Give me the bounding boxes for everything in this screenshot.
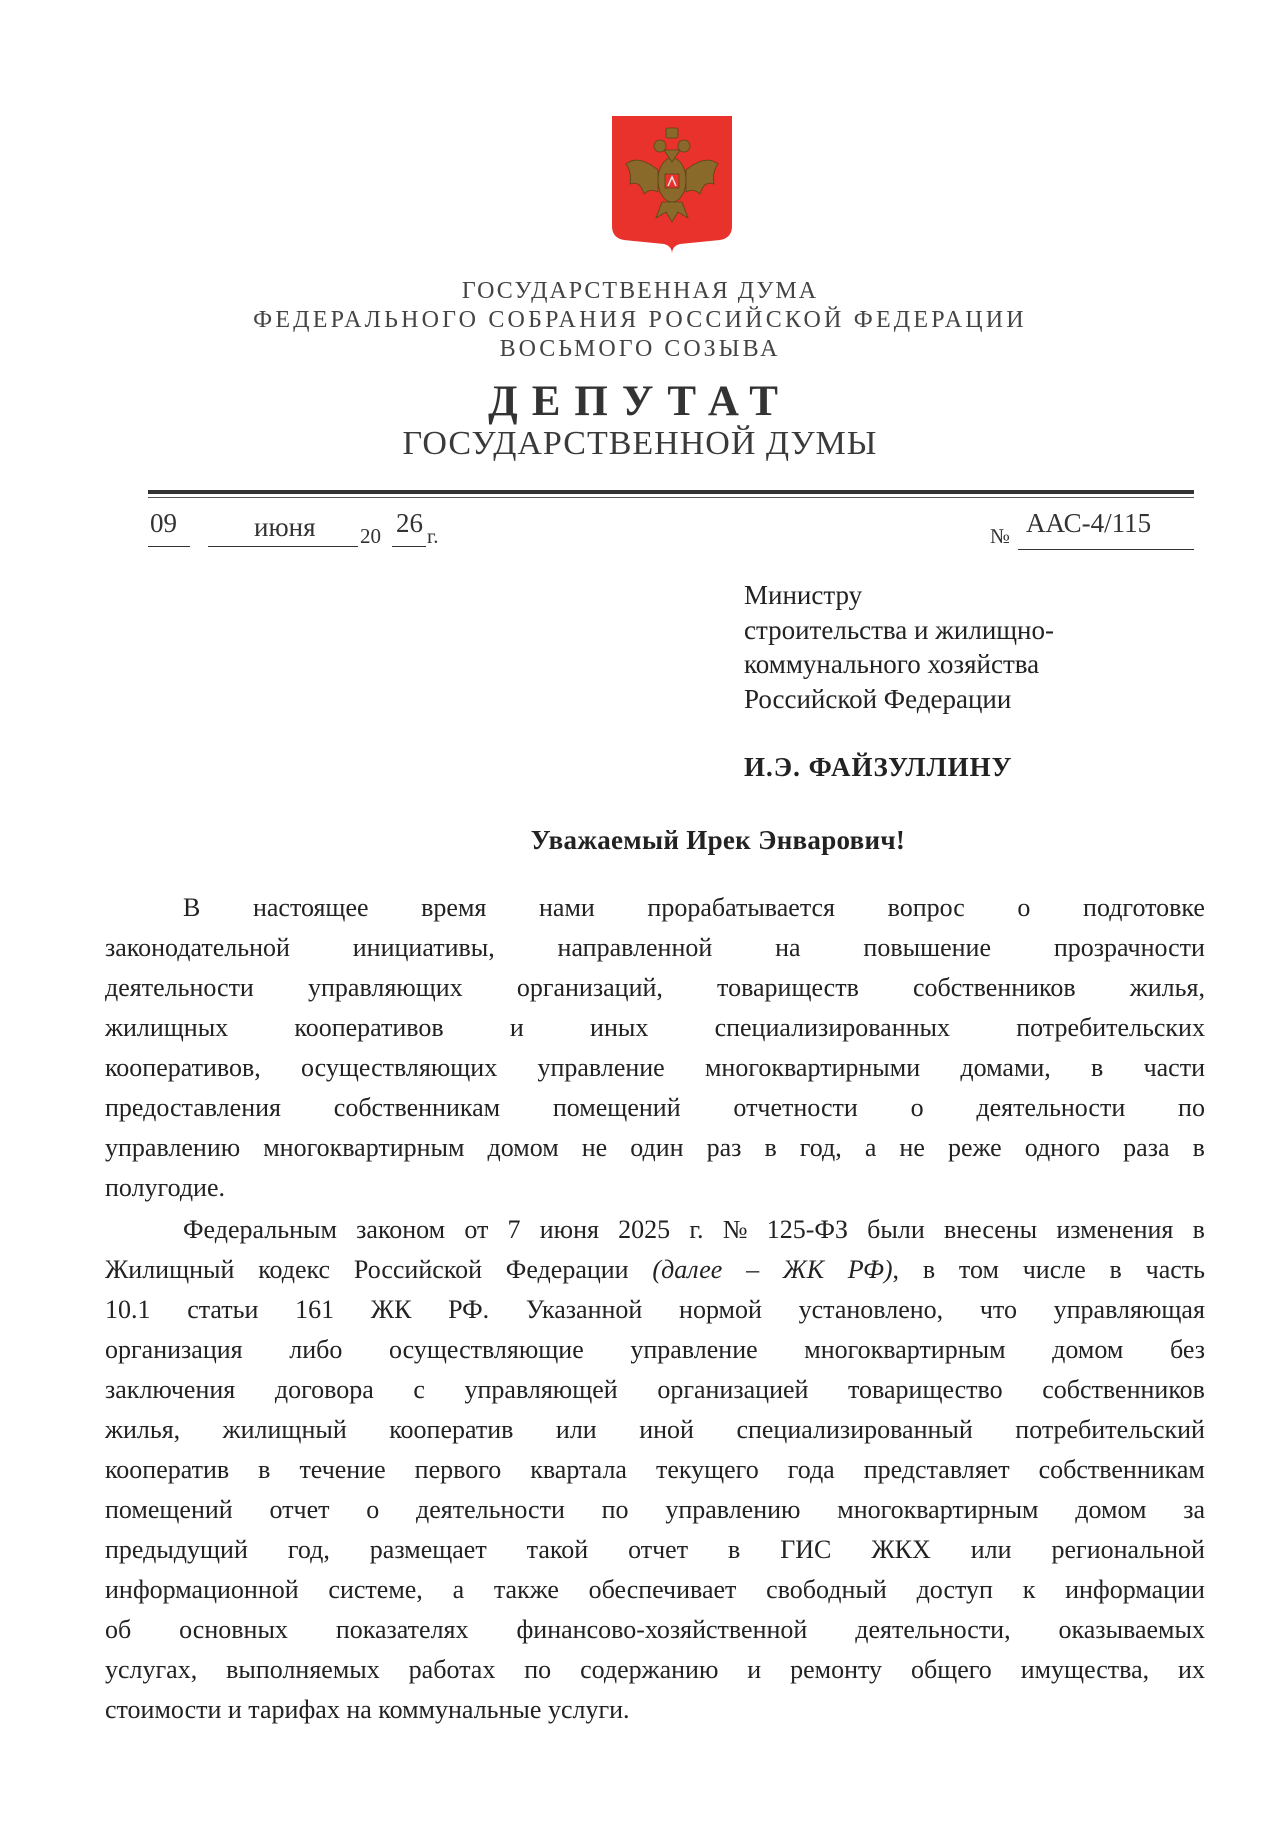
word: за — [1183, 1495, 1205, 1524]
word: собственникам — [1038, 1455, 1205, 1484]
word: № — [722, 1215, 748, 1244]
word: года — [787, 1455, 835, 1484]
word: год, — [287, 1535, 330, 1564]
text-line — [105, 1088, 1205, 1128]
date-year-prefix: 20 — [360, 524, 381, 548]
number-sign: № — [990, 524, 1011, 548]
word: общего — [910, 1655, 992, 1684]
word: о — [910, 1093, 924, 1122]
word: а — [452, 1575, 465, 1604]
word: прорабатывается — [647, 893, 835, 922]
addressee-line: Российской Федерации — [744, 683, 1012, 714]
addressee-line: строительства и жилищно- — [744, 614, 1054, 645]
day-underline — [148, 546, 190, 547]
text-line — [105, 1008, 1205, 1048]
word: жилья, — [1129, 973, 1205, 1002]
word: раза — [1123, 1133, 1170, 1162]
word: кооперативов, — [105, 1053, 261, 1082]
duma-title: ГОСУДАРСТВЕННОЙ ДУМЫ — [402, 425, 878, 462]
word: ЖКХ — [871, 1535, 931, 1564]
deputy-title: ДЕПУТАТ — [488, 378, 792, 425]
word: 161 — [295, 1295, 335, 1324]
word: жилищных — [105, 1013, 229, 1042]
word: с — [413, 1375, 425, 1404]
word: кооператив — [105, 1455, 230, 1484]
word: или — [970, 1535, 1012, 1564]
salutation: Уважаемый Ирек Энварович! — [530, 825, 906, 855]
word: в — [1192, 1133, 1205, 1162]
word: многоквартирным — [804, 1335, 1006, 1364]
word: жилищный — [222, 1415, 347, 1444]
word: по — [601, 1495, 629, 1524]
text-line — [105, 1370, 1205, 1410]
text-line — [105, 968, 1205, 1008]
word: основных — [179, 1615, 288, 1644]
word: время — [421, 893, 487, 922]
word: показателях — [335, 1615, 469, 1644]
word: предоставления — [105, 1093, 281, 1122]
word: обеспечивает — [588, 1575, 737, 1604]
text-line-mixed — [105, 1250, 1205, 1290]
text-line — [105, 1330, 1205, 1370]
word: осуществляющие — [389, 1335, 584, 1364]
word: законодательной — [105, 933, 290, 962]
text-line — [105, 1530, 1205, 1570]
date-day: 09 — [150, 508, 177, 538]
word: Указанной — [525, 1295, 643, 1324]
word: один — [630, 1133, 684, 1162]
word: о — [1017, 893, 1031, 922]
word: были — [867, 1215, 925, 1244]
word: договора — [274, 1375, 374, 1404]
date-month: июня — [254, 512, 316, 542]
word: ЖК — [370, 1295, 412, 1324]
word: деятельности — [105, 973, 254, 1002]
word: также — [493, 1575, 559, 1604]
word: специализированный — [736, 1415, 973, 1444]
word: собственникам — [333, 1093, 501, 1122]
word: и — [509, 1013, 524, 1042]
word: 10.1 — [105, 1295, 151, 1324]
word: июня — [539, 1215, 599, 1244]
text-line — [105, 1128, 1205, 1168]
word: товариществ — [717, 973, 859, 1002]
word: по — [524, 1655, 552, 1684]
word: одного — [1024, 1133, 1101, 1162]
word: нормой — [679, 1295, 762, 1324]
emblem-svg — [610, 114, 734, 254]
word: в — [1091, 1053, 1104, 1082]
word: либо — [289, 1335, 343, 1364]
date-year-mark: г. — [427, 524, 439, 548]
word: управление — [537, 1053, 665, 1082]
word: информации — [1065, 1575, 1205, 1604]
word: региональной — [1051, 1535, 1205, 1564]
word: г. — [689, 1215, 704, 1244]
body-paragraph-2 — [105, 1210, 1205, 1730]
word: имущества, — [1020, 1655, 1150, 1684]
word: потребительский — [1015, 1415, 1205, 1444]
word: направленной — [557, 933, 713, 962]
word: деятельности — [416, 1495, 565, 1524]
word: от — [464, 1215, 489, 1244]
word: жилья, — [105, 1415, 181, 1444]
word: управлению — [665, 1495, 801, 1524]
word: предыдущий — [105, 1535, 248, 1564]
word: системе, — [328, 1575, 423, 1604]
word: отчет — [628, 1535, 689, 1564]
header-line-1: ГОСУДАРСТВЕННАЯ ДУМА — [461, 278, 819, 304]
word: год, — [799, 1133, 842, 1162]
word: к — [1022, 1575, 1036, 1604]
word: инициативы, — [352, 933, 495, 962]
addressee-block — [744, 578, 1204, 716]
word: товарищество — [848, 1375, 1003, 1404]
word: на — [775, 933, 801, 962]
word: организаций, — [516, 973, 663, 1002]
header-line-3: ВОСЬМОГО СОЗЫВА — [499, 336, 781, 362]
word: деятельности — [976, 1093, 1126, 1122]
word: повышение — [863, 933, 991, 962]
word: потребительских — [1016, 1013, 1205, 1042]
word: 125-ФЗ — [766, 1215, 848, 1244]
word: настоящее — [252, 893, 369, 922]
word: об — [105, 1615, 132, 1644]
word: представляет — [863, 1455, 1010, 1484]
addressee-line: коммунального хозяйства — [744, 649, 1040, 679]
date-year-suffix: 26 — [396, 508, 423, 538]
word: домами, — [960, 1053, 1051, 1082]
word: о — [366, 1495, 380, 1524]
word: размещает — [369, 1535, 487, 1564]
text-line — [105, 928, 1205, 968]
word: раз — [706, 1133, 742, 1162]
word: информационной — [105, 1575, 299, 1604]
text-run-italic: (далее – ЖК РФ) — [652, 1255, 893, 1284]
word: многоквартирными — [704, 1053, 921, 1082]
word: помещений — [105, 1495, 233, 1524]
word: организация — [105, 1335, 243, 1364]
word: иной — [639, 1415, 694, 1444]
coat-of-arms-emblem — [610, 114, 734, 254]
text-line — [105, 1048, 1205, 1088]
text-line: полугодие. — [105, 1173, 225, 1202]
word: установлено, — [798, 1295, 944, 1324]
word: организацией — [657, 1375, 809, 1404]
word: услугах, — [105, 1655, 198, 1684]
header-line-2: ФЕДЕРАЛЬНОГО СОБРАНИЯ РОССИЙСКОЙ ФЕДЕРАЦИИ — [253, 307, 1027, 333]
text-line — [105, 888, 1205, 928]
word: заключения — [105, 1375, 236, 1404]
text-line — [105, 1450, 1205, 1490]
word: или — [555, 1415, 597, 1444]
word: первого — [414, 1455, 502, 1484]
word: работах — [408, 1655, 496, 1684]
word: управляющих — [307, 973, 463, 1002]
word: специализированных — [714, 1013, 950, 1042]
word: вопрос — [887, 893, 965, 922]
word: управлению — [105, 1133, 241, 1162]
header-rule-thick — [148, 490, 1194, 494]
word: домом — [487, 1133, 559, 1162]
word: в — [258, 1455, 271, 1484]
word: 2025 — [618, 1215, 671, 1244]
word: по — [1178, 1093, 1205, 1122]
word: отчетности — [733, 1093, 858, 1122]
word: кооператив — [389, 1415, 514, 1444]
word: деятельности, — [855, 1615, 1011, 1644]
word: управляющей — [464, 1375, 618, 1404]
word: выполняемых — [226, 1655, 380, 1684]
text-line — [105, 1410, 1205, 1450]
word: части — [1143, 1053, 1205, 1082]
word: ремонту — [790, 1655, 883, 1684]
word: течение — [299, 1455, 386, 1484]
word: без — [1169, 1335, 1205, 1364]
word: а — [864, 1133, 877, 1162]
word: отчет — [269, 1495, 330, 1524]
word: домом — [1052, 1335, 1124, 1364]
text-line — [105, 1650, 1205, 1690]
text-line — [105, 1570, 1205, 1610]
word: свободный — [766, 1575, 887, 1604]
text-run: , в том числе в часть — [892, 1255, 1206, 1284]
word: законом — [356, 1215, 446, 1244]
word: РФ. — [448, 1295, 490, 1324]
word: в — [1192, 1215, 1205, 1244]
word: их — [1178, 1655, 1205, 1684]
word: управление — [630, 1335, 758, 1364]
text-line — [105, 1490, 1205, 1530]
month-underline — [208, 546, 358, 547]
word: доступ — [916, 1575, 993, 1604]
header-rule-thin — [148, 497, 1194, 498]
text-line — [105, 1210, 1205, 1250]
word: оказываемых — [1058, 1615, 1205, 1644]
document-number: ААС-4/115 — [1026, 508, 1152, 538]
word: такой — [526, 1535, 589, 1564]
word: собственников — [1042, 1375, 1205, 1404]
word: 7 — [507, 1215, 521, 1244]
word: реже — [947, 1133, 1002, 1162]
year-underline — [392, 546, 426, 547]
text-line — [105, 1290, 1205, 1330]
word: не — [899, 1133, 925, 1162]
word: иных — [590, 1013, 649, 1042]
word: управляющая — [1053, 1295, 1205, 1324]
addressee-name: И.Э. ФАЙЗУЛЛИНУ — [744, 752, 1013, 782]
addressee-line: Министру — [744, 580, 863, 610]
word: квартала — [530, 1455, 627, 1484]
word: изменения — [1056, 1215, 1174, 1244]
word: осуществляющих — [301, 1053, 498, 1082]
word: внесены — [943, 1215, 1038, 1244]
word: финансово-хозяйственной — [516, 1615, 808, 1644]
word: прозрачности — [1053, 933, 1205, 962]
word: многоквартирным — [263, 1133, 465, 1162]
word: помещений — [552, 1093, 681, 1122]
word: многоквартирным — [837, 1495, 1039, 1524]
word: собственников — [912, 973, 1076, 1002]
word: Федеральным — [183, 1215, 337, 1244]
number-underline — [1018, 549, 1194, 550]
word: кооперативов — [294, 1013, 444, 1042]
word: в — [764, 1133, 777, 1162]
text-run: Жилищный кодекс Российской Федерации — [105, 1255, 629, 1284]
word: не — [581, 1133, 608, 1162]
word: в — [728, 1535, 741, 1564]
word: нами — [538, 893, 595, 922]
word: домом — [1075, 1495, 1147, 1524]
word: В — [183, 893, 201, 922]
text-line: стоимости и тарифах на коммунальные услуги. — [105, 1695, 630, 1724]
word: статьи — [187, 1295, 259, 1324]
word: что — [979, 1295, 1017, 1324]
text-line — [105, 1610, 1205, 1650]
word: подготовке — [1083, 893, 1205, 922]
body-paragraph-1 — [105, 888, 1205, 1208]
word: и — [747, 1655, 762, 1684]
word: текущего — [655, 1455, 759, 1484]
word: содержанию — [580, 1655, 719, 1684]
word: ГИС — [780, 1535, 832, 1564]
